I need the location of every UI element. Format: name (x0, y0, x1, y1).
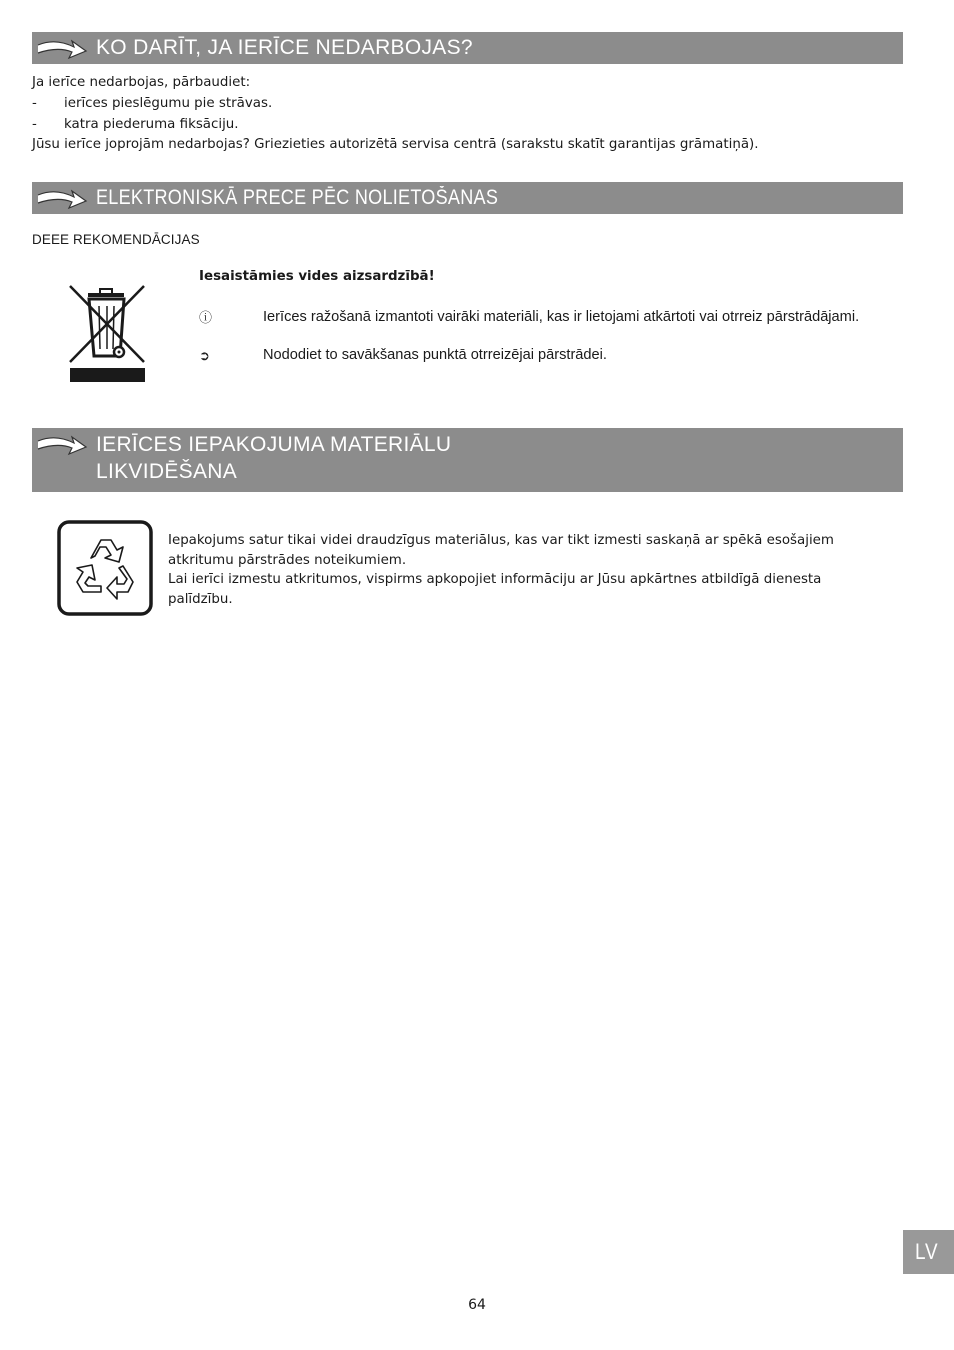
environment-heading: Iesaistāmies vides aizsardzībā! (199, 269, 435, 284)
list-item: ⓘ Ierīces ražošanā izmantoti vairāki materiāli, kas ir lietojami atkārtoti vai otrreiz pārstrādājami. (199, 309, 860, 325)
list-item: - katra piederuma fiksāciju. (32, 117, 239, 132)
list-item: - ierīces pieslēgumu pie strāvas. (32, 96, 273, 111)
packaging-paragraph: Iepakojums satur tikai videi draudzīgus materiālus, kas var tikt izmesti saskaņā ar spēkā esošajiem atkritumu pārstrādes noteikumiem. (168, 533, 834, 568)
packaging-text (168, 531, 888, 609)
section-title-line2: LIKVIDĒŠANA (96, 460, 238, 483)
section-header-troubleshooting (32, 32, 903, 64)
crossed-out-wheelie-bin-icon (68, 284, 147, 383)
section-header-weee (32, 182, 903, 214)
packaging-paragraph: Lai ierīci izmestu atkritumos, vispirms apkopojiet informāciju ar Jūsu apkārtnes atbildīgā dienesta palīdzību. (168, 572, 822, 607)
section-header-packaging (32, 428, 903, 492)
page-number: 64 (468, 1297, 486, 1313)
arrow-bullet-icon: ➲ (199, 348, 210, 363)
recycle-icon (57, 520, 153, 616)
deee-label: DEEE REKOMENDĀCIJAS (32, 232, 200, 247)
arrow-icon (36, 186, 88, 212)
section-title-line1: IERĪCES IEPAKOJUMA MATERIĀLU (96, 433, 452, 456)
intro-text: Ja ierīce nedarbojas, pārbaudiet: (32, 75, 251, 90)
arrow-icon (36, 432, 88, 458)
language-tab: LV (903, 1230, 954, 1274)
info-icon: ⓘ (199, 310, 213, 325)
list-item: ➲ Nododiet to savākšanas punktā otrreizējai pārstrādei. (199, 347, 607, 363)
outro-text: Jūsu ierīce joprojām nedarbojas? Griezieties autorizētā servisa centrā (sarakstu skatīt garantijas grāmatiņā). (32, 137, 759, 152)
arrow-icon (36, 36, 88, 62)
section-title: ELEKTRONISKĀ PRECE PĒC NOLIETOŠANAS (96, 186, 499, 209)
section-title: KO DARĪT, JA IERĪCE NEDARBOJAS? (96, 36, 473, 59)
